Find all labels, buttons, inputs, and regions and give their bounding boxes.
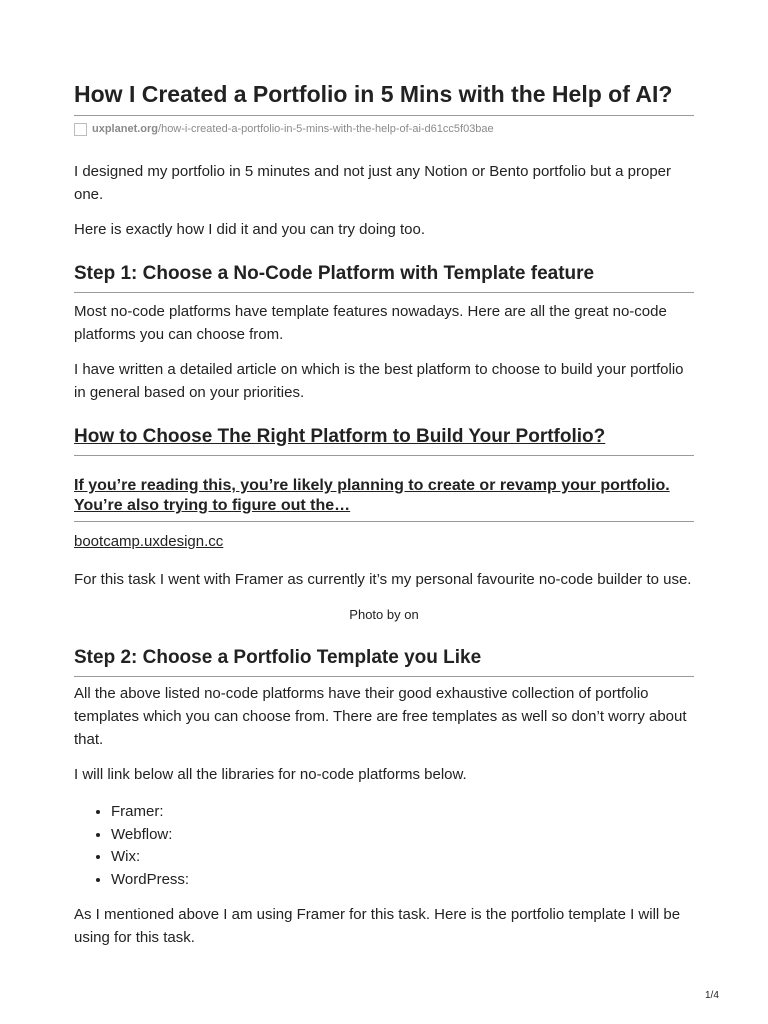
list-item: • Framer:: [111, 801, 189, 824]
source-domain[interactable]: uxplanet.org: [92, 123, 159, 135]
step2-divider: [74, 676, 694, 677]
embed-subtitle-divider: [74, 521, 694, 522]
step1-paragraph-1: Most no-code platforms have template features nowadays. Here are all the great no-code platforms you can choose from.: [74, 303, 667, 343]
step1-divider: [74, 292, 694, 293]
closing-paragraph: As I mentioned above I am using Framer for this task. Here is the portfolio template I will be using for this task.: [74, 906, 681, 946]
library-list: [74, 801, 189, 891]
embed-subtitle-link[interactable]: If you’re reading this, you’re likely planning to create or revamp your portfolio. You’re also trying to figure out the…: [74, 477, 670, 514]
step2-heading: Step 2: Choose a Portfolio Template you Like: [74, 647, 482, 668]
article-title: How I Created a Portfolio in 5 Mins with the Help of AI?: [74, 81, 673, 107]
step2-paragraph-2: I will link below all the libraries for no-code platforms below.: [74, 766, 467, 783]
list-item: • Webflow:: [111, 824, 189, 847]
photo-caption: Photo by on: [349, 607, 419, 622]
intro-paragraph-1: I designed my portfolio in 5 minutes and not just any Notion or Bento portfolio but a proper one.: [74, 163, 672, 203]
title-divider: [74, 115, 694, 116]
embed-title-link[interactable]: How to Choose The Right Platform to Build Your Portfolio?: [74, 426, 606, 447]
framer-paragraph: For this task I went with Framer as currently it’s my personal favourite no-code builder to use.: [74, 571, 692, 588]
embed-title-divider: [74, 455, 694, 456]
source-url[interactable]: [74, 120, 494, 138]
source-path[interactable]: /how-i-created-a-portfolio-in-5-mins-with-the-help-of-ai-d61cc5f03bae: [158, 123, 494, 135]
intro-paragraph-2: Here is exactly how I did it and you can try doing too.: [74, 221, 426, 238]
embed-source-link[interactable]: bootcamp.uxdesign.cc: [74, 533, 224, 550]
list-item: • Wix:: [111, 846, 189, 869]
page-number: 1/4: [705, 990, 719, 1001]
favicon-icon: [74, 123, 87, 136]
step1-heading: Step 1: Choose a No-Code Platform with Template feature: [74, 263, 595, 284]
step2-paragraph-1: All the above listed no-code platforms have their good exhaustive collection of portfolio templates which you can choose from. There are free templates as well so don’t worry about that.: [74, 685, 687, 748]
step1-paragraph-2: I have written a detailed article on which is the best platform to choose to build your portfolio in general based on your priorities.: [74, 361, 684, 401]
list-item: • WordPress:: [111, 869, 189, 892]
